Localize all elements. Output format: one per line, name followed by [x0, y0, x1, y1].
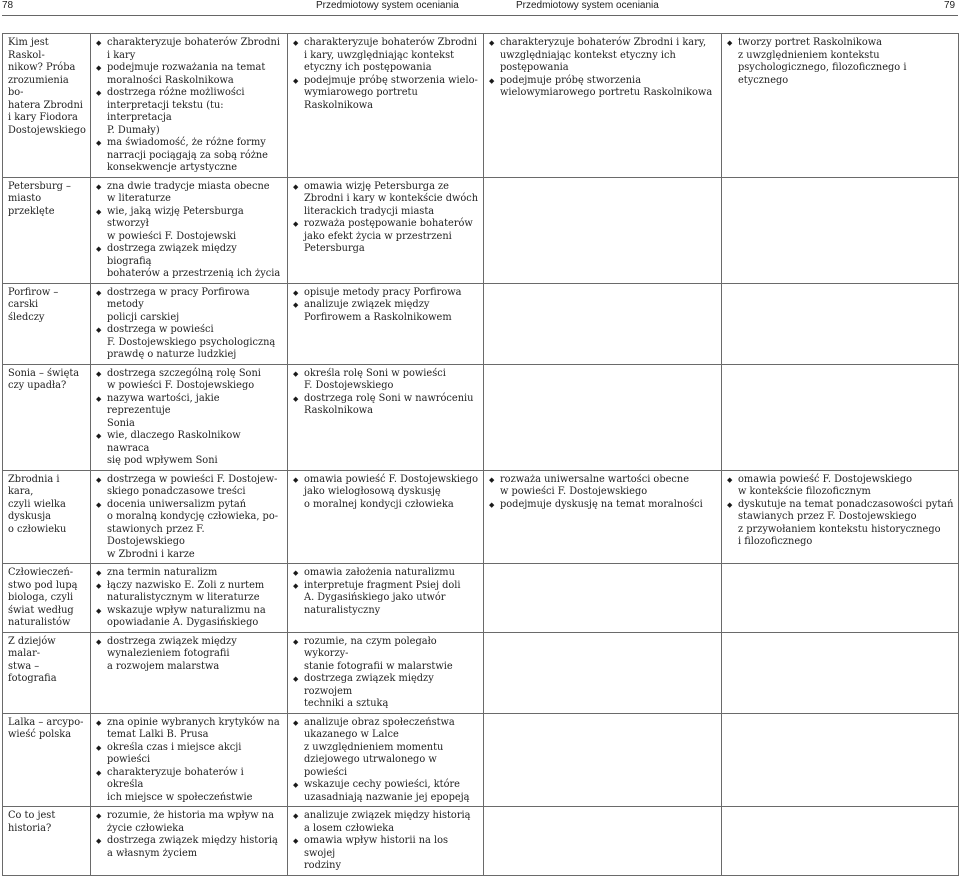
requirement-cell [288, 807, 484, 876]
requirement-list [727, 474, 954, 549]
requirement-cell [484, 564, 722, 633]
requirement-list [293, 368, 479, 418]
topic-title: Człowieczeń- stwo pod lupą biologa, czyli świat według naturalistów [8, 567, 78, 628]
requirement-item: ◆ dostrzega związek między biografią bohaterów a przestrzenią ich życia [96, 243, 283, 281]
requirement-item: ◆ dostrzega związek między rozwojem techniki a sztuką [293, 673, 479, 711]
requirement-cell [722, 632, 959, 713]
topic-cell [3, 713, 91, 807]
requirement-list [96, 368, 283, 468]
grading-table [2, 33, 959, 876]
requirement-list [489, 474, 717, 512]
requirement-item: ◆ podejmuje próbę stworzenia wielowymiarowego portretu Raskolnikowa [489, 75, 717, 100]
requirement-cell [722, 34, 959, 178]
requirement-list [293, 37, 479, 112]
requirement-cell [288, 283, 484, 364]
requirement-cell [288, 177, 484, 283]
requirement-item: ◆ dostrzega związek między wynalezieniem fotografii a rozwojem malarstwa [96, 636, 283, 674]
requirement-item: ◆ zna opinie wybranych krytyków na temat Lalki B. Prusa [96, 717, 283, 742]
requirement-cell [288, 564, 484, 633]
table-row [3, 283, 959, 364]
requirement-cell [91, 470, 288, 564]
requirement-item: ◆ dyskutuje na temat ponadczasowości pytań stawianych przez F. Dostojewskiego z przywołaniem kontekstu historycznego i filozoficznego [727, 499, 954, 549]
requirement-item: ◆ dostrzega w powieści F. Dostojewskiego psychologiczną prawdę o naturze ludzkiej [96, 324, 283, 362]
requirement-list [96, 181, 283, 281]
requirement-cell [722, 713, 959, 807]
grading-table-body [3, 34, 959, 876]
requirement-item: ◆ analizuje związek między historią a losem człowieka [293, 810, 479, 835]
table-row [3, 807, 959, 876]
requirement-item: ◆ łączy nazwisko E. Zoli z nurtem naturalistycznym w literaturze [96, 580, 283, 605]
requirement-cell [288, 713, 484, 807]
requirement-item: ◆ omawia powieść F. Dostojewskiego w kontekście filozoficznym [727, 474, 954, 499]
topic-title: Porfirow – carski śledczy [8, 286, 59, 323]
requirement-item: ◆ analizuje związek między Porfirowem a Raskolnikowem [293, 299, 479, 324]
requirement-list [293, 567, 479, 617]
requirement-cell [91, 713, 288, 807]
requirement-cell [288, 470, 484, 564]
topic-cell [3, 364, 91, 470]
requirement-list [96, 37, 283, 175]
requirement-item: ◆ rozumie, że historia ma wpływ na życie człowieka [96, 810, 283, 835]
topic-cell [3, 283, 91, 364]
requirement-cell [91, 632, 288, 713]
requirement-list [293, 717, 479, 805]
requirement-item: ◆ analizuje obraz społeczeństwa ukazanego w Lalce z uwzględnieniem momentu dziejowego utrwalonego w powieści [293, 717, 479, 780]
requirement-list [96, 636, 283, 674]
topic-title: Sonia – święta czy upadła? [8, 367, 80, 391]
requirement-list [293, 474, 479, 512]
requirement-list [293, 287, 479, 325]
topic-cell [3, 807, 91, 876]
topic-title: Co to jest historia? [8, 810, 56, 834]
requirement-cell [288, 632, 484, 713]
requirement-item: ◆ omawia założenia naturalizmu [293, 567, 479, 580]
requirement-cell [722, 364, 959, 470]
header-title-right: Przedmiotowy system oceniania [516, 0, 659, 11]
requirement-cell [484, 632, 722, 713]
requirement-cell [91, 807, 288, 876]
requirement-item: ◆ rozważa postępowanie bohaterów jako efekt życia w przestrzeni Petersburga [293, 218, 479, 256]
table-row [3, 177, 959, 283]
requirement-cell [91, 564, 288, 633]
requirement-cell [484, 470, 722, 564]
requirement-item: ◆ omawia powieść F. Dostojewskiego jako wielogłosową dyskusję o moralnej kondycji człowieka [293, 474, 479, 512]
requirement-cell [484, 364, 722, 470]
requirement-list [293, 636, 479, 711]
requirement-cell [484, 713, 722, 807]
requirement-item: ◆ zna termin naturalizm [96, 567, 283, 580]
requirement-item: ◆ zna dwie tradycje miasta obecne w literaturze [96, 181, 283, 206]
table-row [3, 34, 959, 178]
requirement-item: ◆ wskazuje wpływ naturalizmu na opowiadanie A. Dygasińskiego [96, 605, 283, 630]
requirement-cell [722, 807, 959, 876]
requirement-item: ◆ charakteryzuje bohaterów Zbrodni i kary, uwzględniając kontekst etyczny ich postępowania [489, 37, 717, 75]
requirement-item: ◆ dostrzega różne możliwości interpretacji tekstu (tu: interpretacja P. Dumały) [96, 87, 283, 137]
requirement-item: ◆ rozumie, na czym polegało wykorzy- stanie fotografii w malarstwie [293, 636, 479, 674]
table-row [3, 632, 959, 713]
table-row [3, 564, 959, 633]
page-number-left: 78 [2, 0, 14, 11]
requirement-cell [484, 283, 722, 364]
requirement-item: ◆ wskazuje cechy powieści, które uzasadniają nazwanie jej epopeją [293, 779, 479, 804]
topic-cell [3, 470, 91, 564]
requirement-item: ◆ charakteryzuje bohaterów i określa ich miejsce w społeczeństwie [96, 767, 283, 805]
requirement-cell [484, 177, 722, 283]
requirement-cell [91, 283, 288, 364]
requirement-list [96, 717, 283, 805]
requirement-item: ◆ wie, dlaczego Raskolnikow nawraca się pod wpływem Soni [96, 430, 283, 468]
requirement-item: ◆ określa czas i miejsce akcji powieści [96, 742, 283, 767]
table-row [3, 470, 959, 564]
requirement-cell [722, 283, 959, 364]
requirement-item: ◆ dostrzega w pracy Porfirowa metody policji carskiej [96, 287, 283, 325]
requirement-item: ◆ podejmuje próbę stworzenia wielo- wymiarowego portretu Raskolnikowa [293, 75, 479, 113]
requirement-item: ◆ rozważa uniwersalne wartości obecne w powieści F. Dostojewskiego [489, 474, 717, 499]
requirement-item: ◆ dostrzega związek między historią a własnym życiem [96, 835, 283, 860]
requirement-item: ◆ nazywa wartości, jakie reprezentuje Sonia [96, 393, 283, 431]
requirement-item: ◆ omawia wizję Petersburga ze Zbrodni i kary w kontekście dwóch literackich tradycji miasta [293, 181, 479, 219]
requirement-cell [484, 807, 722, 876]
topic-title: Zbrodnia i kara, czyli wielka dyskusja o człowieku [8, 473, 67, 535]
topic-title: Lalka – arcypo- wieść polska [8, 716, 84, 740]
topic-title: Petersburg – miasto przeklęte [8, 180, 71, 217]
requirement-item: ◆ charakteryzuje bohaterów Zbrodni i kary [96, 37, 283, 62]
requirement-cell [91, 177, 288, 283]
requirement-cell [484, 34, 722, 178]
requirement-item: ◆ tworzy portret Raskolnikowa z uwzględnieniem kontekstu psychologicznego, filozoficznego i etycznego [727, 37, 954, 87]
requirement-item: ◆ charakteryzuje bohaterów Zbrodni i kary, uwzględniając kontekst etyczny ich postępowania [293, 37, 479, 75]
requirement-cell [722, 470, 959, 564]
requirement-item: ◆ opisuje metody pracy Porfirowa [293, 287, 479, 300]
header-title-left: Przedmiotowy system oceniania [316, 0, 459, 11]
requirement-list [96, 810, 283, 860]
page-header [0, 0, 960, 13]
requirement-item: ◆ dostrzega w powieści F. Dostojew- skiego ponadczasowe treści [96, 474, 283, 499]
requirement-item: ◆ dostrzega szczególną rolę Soni w powieści F. Dostojewskiego [96, 368, 283, 393]
requirement-item: ◆ wie, jaką wizję Petersburga stworzył w powieści F. Dostojewski [96, 206, 283, 244]
requirement-cell [722, 177, 959, 283]
requirement-item: ◆ omawia wpływ historii na los swojej rodziny [293, 835, 479, 873]
requirement-item: ◆ podejmuje rozważania na temat moralności Raskolnikowa [96, 62, 283, 87]
header-divider [2, 15, 958, 16]
requirement-item: ◆ podejmuje dyskusję na temat moralności [489, 499, 717, 512]
requirement-list [96, 287, 283, 362]
requirement-item: ◆ dostrzega rolę Soni w nawróceniu Raskolnikowa [293, 393, 479, 418]
topic-title: Z dziejów malar- stwa – fotografia [8, 635, 57, 684]
topic-cell [3, 632, 91, 713]
requirement-cell [91, 34, 288, 178]
requirement-list [293, 181, 479, 256]
table-row [3, 713, 959, 807]
requirement-list [727, 37, 954, 87]
requirement-item: ◆ określa rolę Soni w powieści F. Dostojewskiego [293, 368, 479, 393]
requirement-cell [288, 364, 484, 470]
requirement-item: ◆ docenia uniwersalizm pytań o moralną kondycję człowieka, po- stawionych przez F. Dostojewskiego w Zbrodni i karze [96, 499, 283, 562]
requirement-item: ◆ interpretuje fragment Psiej doli A. Dygasińskiego jako utwór naturalistyczny [293, 580, 479, 618]
requirement-cell [722, 564, 959, 633]
requirement-cell [91, 364, 288, 470]
topic-cell [3, 177, 91, 283]
requirement-list [489, 37, 717, 100]
topic-cell [3, 34, 91, 178]
requirement-list [96, 567, 283, 630]
requirement-list [96, 474, 283, 562]
page-number-right: 79 [944, 0, 956, 11]
table-row [3, 364, 959, 470]
topic-cell [3, 564, 91, 633]
topic-title: Kim jest Raskol- nikow? Próba zrozumienia bo- hatera Zbrodni i kary Fiodora Dostojewskiego [8, 37, 86, 136]
requirement-cell [288, 34, 484, 178]
requirement-item: ◆ ma świadomość, że różne formy narracji pociągają za sobą różne konsekwencje artystyczne [96, 137, 283, 175]
requirement-list [293, 810, 479, 873]
